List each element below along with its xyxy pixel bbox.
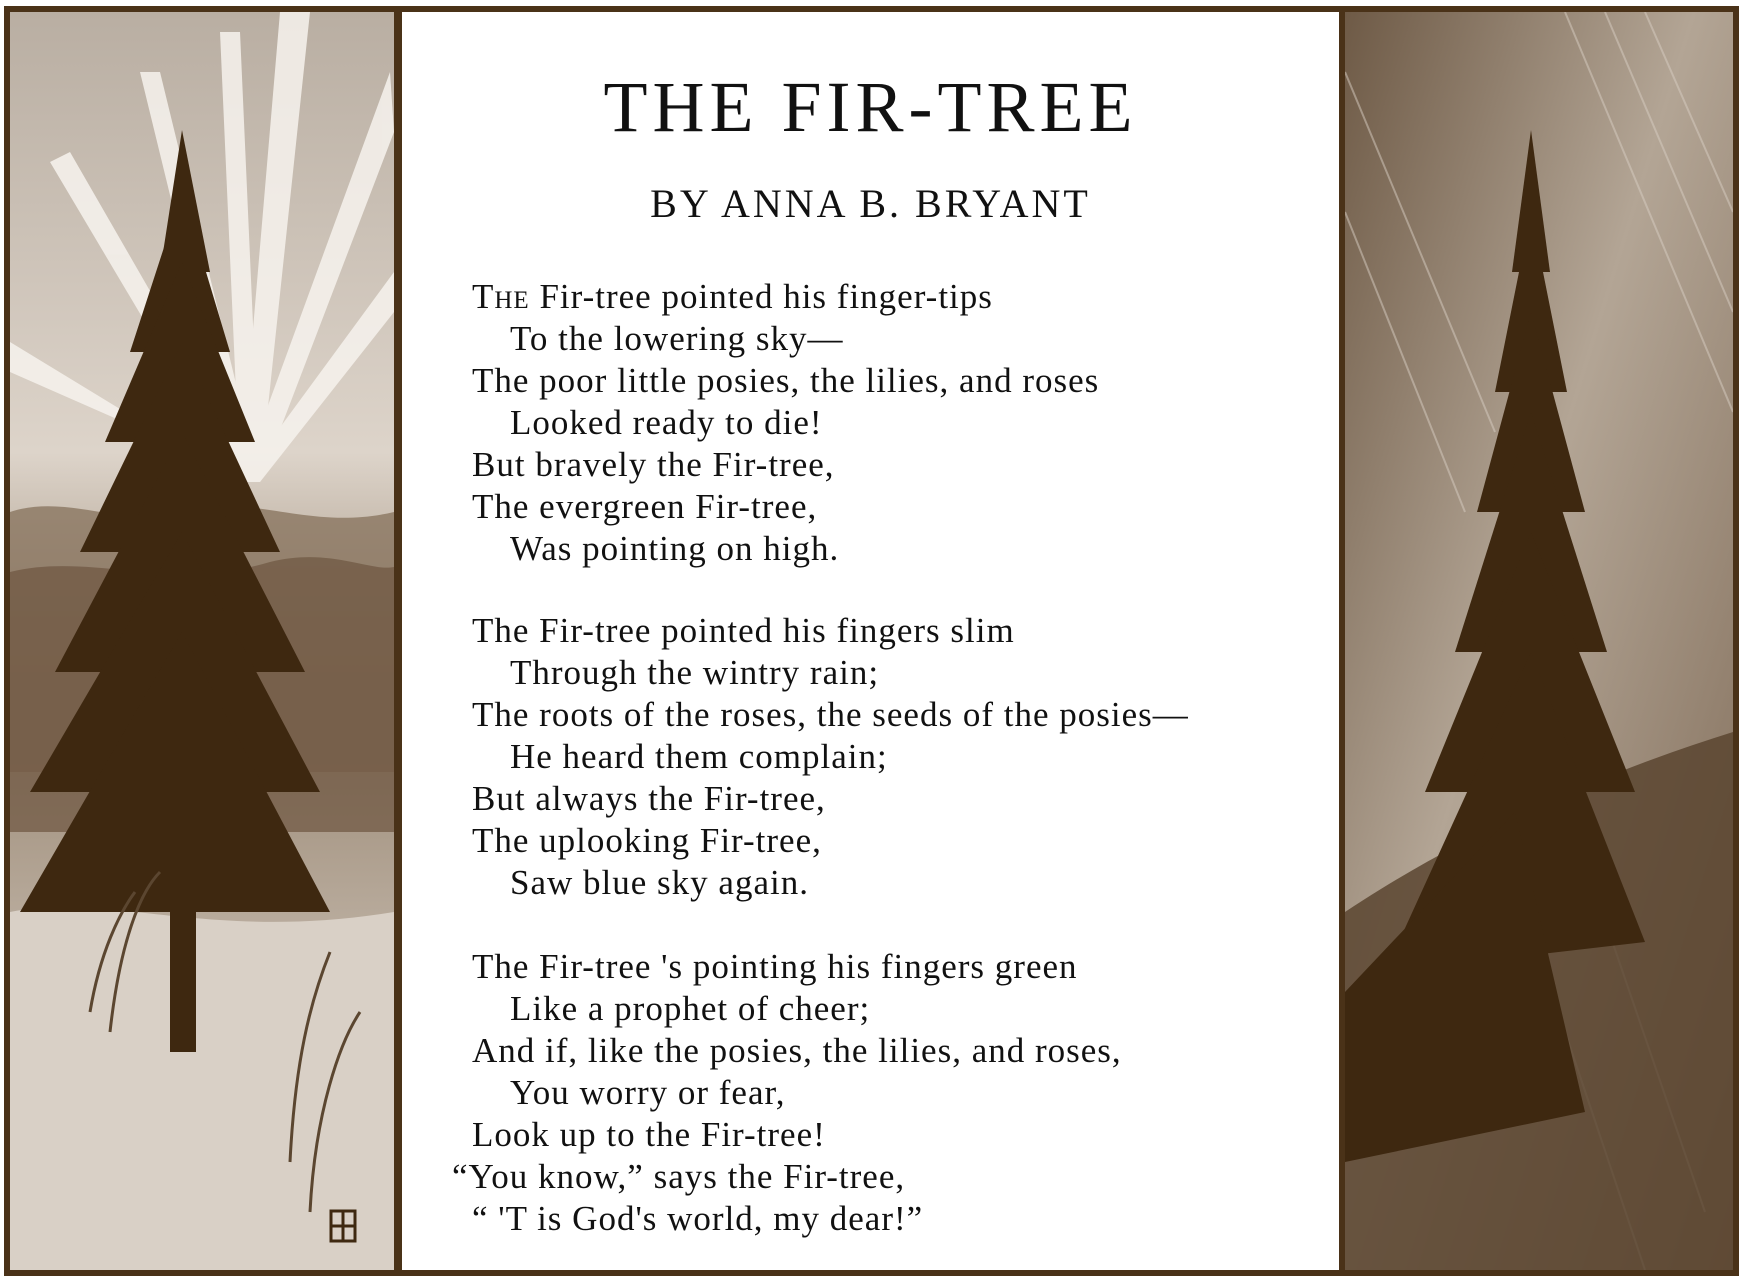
stanza-line: The poor little posies, the lilies, and roses xyxy=(472,361,1100,400)
stanza-line: “You know,” says the Fir-tree, xyxy=(452,1157,906,1196)
stanza-line: Saw blue sky again. xyxy=(510,863,809,902)
stanza-line: He heard them complain; xyxy=(510,737,888,776)
stanza-line: The evergreen Fir-tree, xyxy=(472,487,818,526)
page-frame xyxy=(4,6,1739,1276)
stanza-line xyxy=(472,276,1332,318)
poem-title: THE FIR-TREE xyxy=(603,67,1138,147)
stanza-line: Was pointing on high. xyxy=(510,529,840,568)
stanza-1 xyxy=(472,276,1332,570)
stanza-line: The uplooking Fir-tree, xyxy=(472,821,822,860)
stanza-3 xyxy=(452,946,1332,1240)
stanza-line: But always the Fir-tree, xyxy=(472,779,826,818)
stanza-line: The Fir-tree 's pointing his fingers green xyxy=(472,947,1078,986)
stanza-line: “ 'T is God's world, my dear!” xyxy=(472,1199,924,1238)
stanza-line: Through the wintry rain; xyxy=(510,653,880,692)
stanza-line: But bravely the Fir-tree, xyxy=(472,445,835,484)
stanza-line: To the lowering sky— xyxy=(510,319,844,358)
stanza-line: And if, like the posies, the lilies, and roses, xyxy=(472,1031,1122,1070)
stanza-line: Look up to the Fir-tree! xyxy=(472,1115,826,1154)
right-illustration xyxy=(1345,12,1733,1270)
drop-word: The xyxy=(472,277,530,316)
artist-monogram-icon xyxy=(328,1208,358,1244)
stanza-line-text: Fir-tree pointed his finger-tips xyxy=(529,277,993,316)
left-illustration xyxy=(10,12,394,1270)
stanza-2 xyxy=(472,610,1332,904)
stanza-line: You worry or fear, xyxy=(510,1073,786,1112)
stanza-line: Like a prophet of cheer; xyxy=(510,989,871,1028)
stanza-line: Looked ready to die! xyxy=(510,403,823,442)
stanza-line: The Fir-tree pointed his fingers slim xyxy=(472,611,1015,650)
poem-page xyxy=(402,12,1339,1270)
stanza-line: The roots of the roses, the seeds of the posies— xyxy=(472,695,1189,734)
fir-tree-sunrays-illustration-icon xyxy=(10,12,394,1270)
poem-byline: BY ANNA B. BRYANT xyxy=(650,181,1091,226)
fir-tree-rain-illustration-icon xyxy=(1345,12,1733,1270)
